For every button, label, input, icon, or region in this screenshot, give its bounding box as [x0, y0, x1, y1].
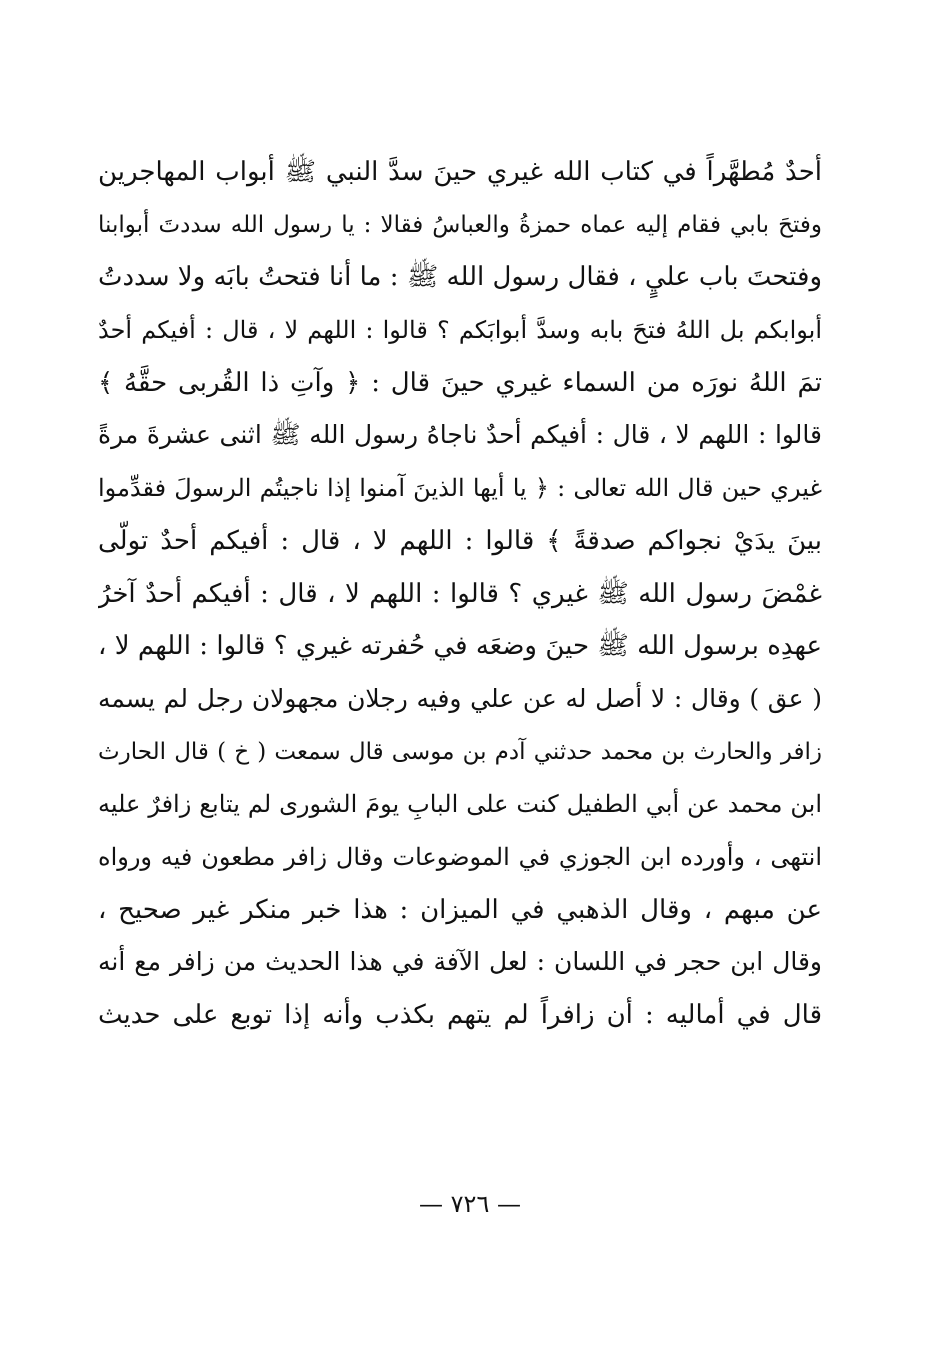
text-line: وقال ابن حجر في اللسان : لعل الآفة في هذا الحديث من زافر مع أنه	[98, 947, 822, 977]
text-line: غمْضَ رسول الله ﷺ غيري ؟ قالوا : اللهم لا ، قال : أفيكم أحدٌ آخرُ	[98, 578, 822, 609]
text-line: عهدِه برسول الله ﷺ حينَ وضعَه في حُفرته غيري ؟ قالوا : اللهم لا ،	[98, 631, 822, 662]
text-line: زافر والحارث بن محمد حدثني آدم بن موسى قال سمعت ( خ ) قال الحارث	[98, 738, 822, 765]
text-line: وفتحتَ باب عليٍ ، فقال رسول الله ﷺ : ما أنا فتحتُ بابَه ولا سددتُ	[98, 262, 822, 293]
text-line: ( عق ) وقال : لا أصل له عن علي وفيه رجلان مجهولان رجل لم يسمه	[98, 683, 822, 713]
text-line: وفتحَ بابي فقام إليه عماه حمزةُ والعباسُ فقالا : يا رسول الله سددتَ أبوابنا	[98, 211, 822, 238]
text-line: انتهى ، وأورده ابن الجوزي في الموضوعات وقال زافر مطعون فيه ورواه	[98, 842, 822, 871]
text-line: أبوابكم بل اللهُ فتحَ بابه وسدَّ أبوابَكم ؟ قالوا : اللهم لا ، قال : أفيكم أحدٌ	[98, 316, 822, 345]
text-line: بينَ يدَيْ نجواكم صدقةً ﴾ قالوا : اللهم لا ، قال : أفيكم أحدٌ تولّى	[98, 525, 822, 556]
text-line: غيري حين قال الله تعالى : ﴿ يا أيها الذينَ آمنوا إذا ناجيتُم الرسولَ فقدِّموا	[98, 474, 822, 503]
text-line: قال في أماليه : أن زافراً لم يتهم بكذب وأنه إذا توبع على حديث	[98, 1000, 822, 1030]
text-line: تمَ اللهُ نورَه من السماء غيري حينَ قال : ﴿ وآتِ ذا القُربى حقَّهُ ﴾	[98, 367, 822, 398]
text-line: ابن محمد عن أبي الطفيل كنت على البابِ يومَ الشورى لم يتابع زافرٌ عليه	[98, 790, 822, 819]
text-line: أحدٌ مُطهَّراً في كتاب الله غيري حينَ سدَّ النبي ﷺ أبواب المهاجرين	[98, 157, 822, 187]
page-number: — ٧٢٦ —	[419, 1190, 521, 1218]
page-body-text	[98, 146, 822, 1042]
text-line: قالوا : اللهم لا ، قال : أفيكم أحدٌ ناجاهُ رسول الله ﷺ اثنى عشرةَ مرةً	[98, 420, 822, 450]
text-line: عن مبهم ، وقال الذهبي في الميزان : هذا خبر منكر غير صحيح ،	[98, 894, 822, 925]
